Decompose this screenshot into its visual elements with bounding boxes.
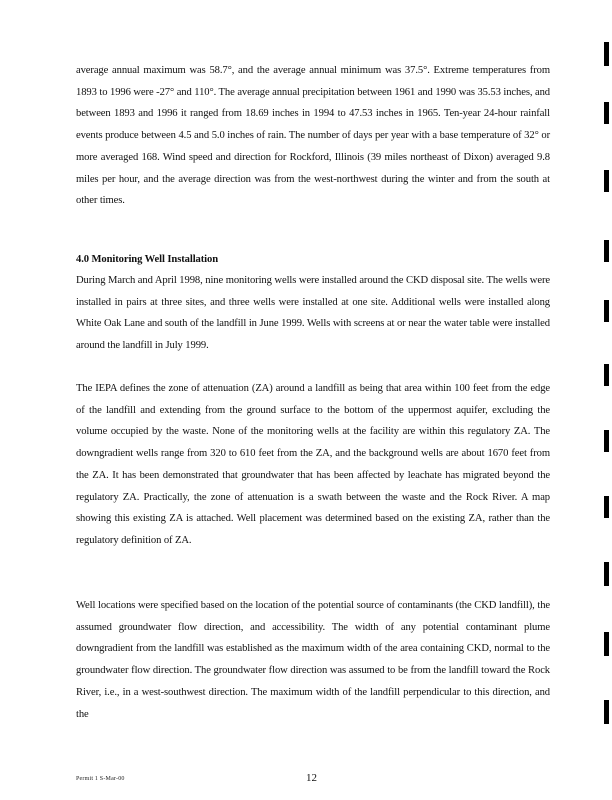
footer-document-id: Permit 1 S-Mar-00 — [76, 776, 125, 782]
paragraph-well-installation: During March and April 1998, nine monitoring wells were installed around the CKD disposal site. The wells were installed in pairs at three sites, and three wells were installed at one site. Additional wells were installed along White Oak Lane and south of the landfill in June 1999. Wells with screens at or near the water table were installed around the landfill in July 1999. — [76, 275, 550, 352]
section-heading: 4.0 Monitoring Well Installation — [76, 254, 218, 265]
binding-mark — [604, 496, 609, 518]
binding-mark — [604, 632, 609, 656]
binding-mark — [604, 170, 609, 192]
binding-mark — [604, 364, 609, 386]
paragraph-zone-of-attenuation: The IEPA defines the zone of attenuation (ZA) around a landfill as being that area within 100 feet from the edge of the landfill and extending from the ground surface to the bottom of the uppermost aquifer, excluding the volume occupied by the waste. None of the monitoring wells at the facility are within this regulatory ZA. The downgradient wells range from 320 to 610 feet from the ZA, and the background wells are about 1670 feet from the ZA. It has been demonstrated that groundwater that has been affected by leachate has migrated beyond the regulatory ZA. Practically, the zone of attenuation is a swath between the waste and the Rock River. A map showing this existing ZA is attached. Well placement was determined based on the existing ZA, rather than the regulatory definition of ZA. — [76, 383, 550, 546]
binding-mark — [604, 430, 609, 452]
binding-mark — [604, 562, 609, 586]
binding-mark — [604, 240, 609, 262]
paragraph-climate: average annual maximum was 58.7°, and the average annual minimum was 37.5°. Extreme temperatures from 1893 to 1996 were -27° and 110°. The average annual precipitation between 1961 and 1990 was 35.53 inches, and between 1893 and 1996 it ranged from 18.69 inches in 1994 to 47.53 inches in 1965. Ten-year 24-hour rainfall events produce between 4.5 and 5.0 inches of rain. The number of days per year with a base temperature of 32° or more averaged 168. Wind speed and direction for Rockford, Illinois (39 miles northeast of Dixon) averaged 9.8 miles per hour, and the average direction was from the west-northwest during the winter and from the south at other times. — [76, 65, 550, 207]
binding-mark — [604, 700, 609, 724]
binding-mark — [604, 300, 609, 322]
binding-mark — [604, 42, 609, 66]
binding-mark — [604, 102, 609, 124]
paragraph-well-locations: Well locations were specified based on the location of the potential source of contaminants (the CKD landfill), the assumed groundwater flow direction, and accessibility. The width of any potential contaminant plume downgradient from the landfill was established as the maximum width of the area containing CKD, normal to the groundwater flow direction. The groundwater flow direction was assumed to be from the landfill toward the Rock River, i.e., in a west-southwest direction. The maximum width of the landfill perpendicular to this direction, and the — [76, 600, 550, 720]
binding-edge-marks — [604, 0, 612, 800]
page-number: 12 — [306, 772, 317, 784]
